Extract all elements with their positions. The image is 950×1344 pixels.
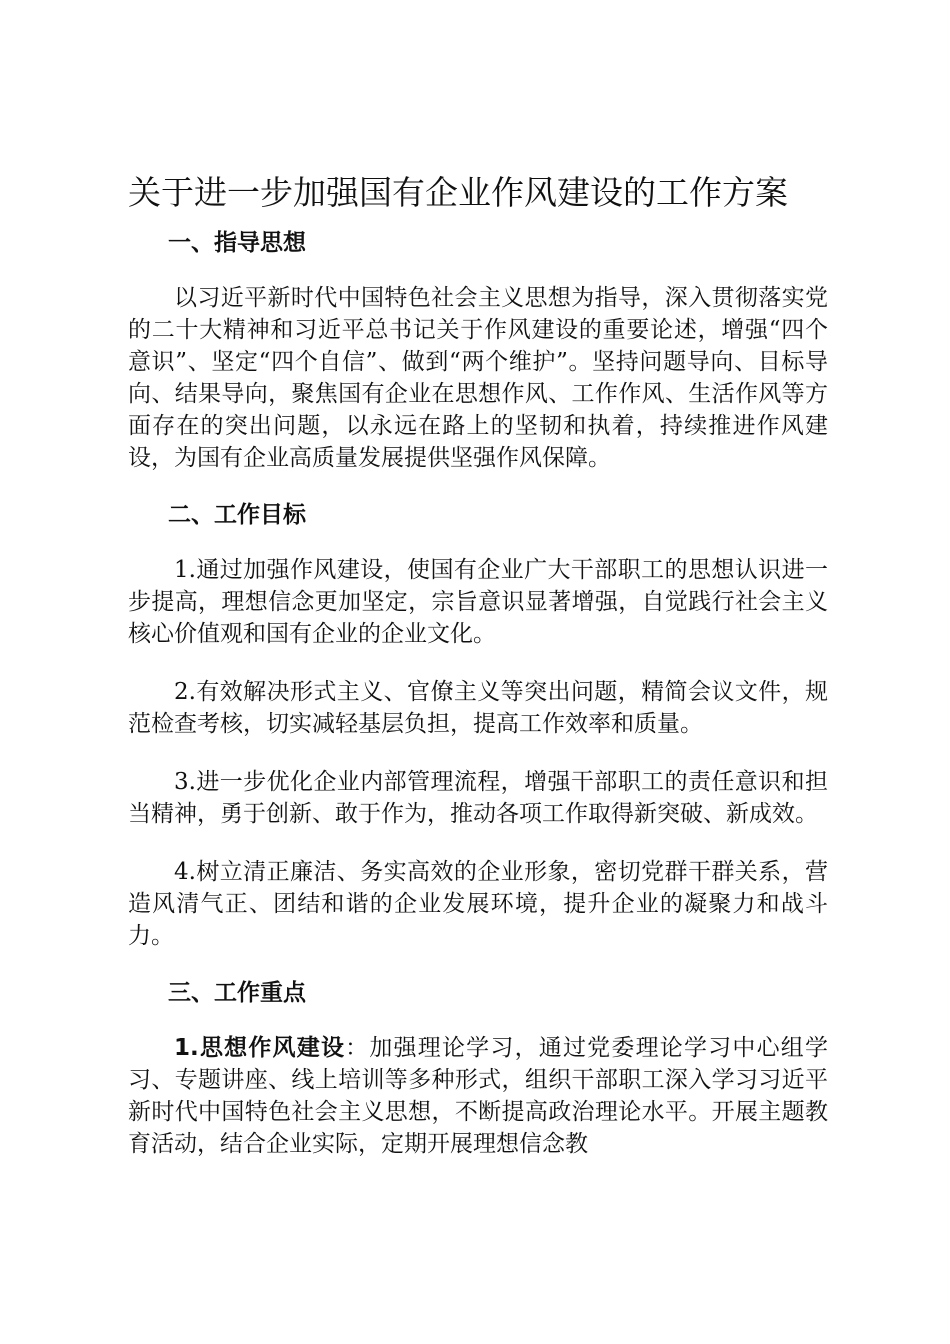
paragraph: 3.进一步优化企业内部管理流程，增强干部职工的责任意识和担当精神，勇于创新、敢于作为，推动各项工作取得新突破、新成效。 — [128, 769, 828, 827]
item-lead: 1.思想作风建设 — [174, 1035, 346, 1061]
section-work-focus — [128, 978, 828, 1160]
paragraph — [128, 1032, 828, 1160]
paragraph: 以习近平新时代中国特色社会主义思想为指导，深入贯彻落实党的二十大精神和习近平总书记关于作风建设的重要论述，增强“四个意识”、坚定“四个自信”、做到“两个维护”。坚持问题导向、目标导向、结果导向，聚焦国有企业在思想作风、工作作风、生活作风等方面存在的突出问题，以永远在路上的坚韧和执着，持续推进作风建设，为国有企业高质量发展提供坚强作风保障。 — [128, 285, 828, 471]
paragraph: 1.通过加强作风建设，使国有企业广大干部职工的思想认识进一步提高，理想信念更加坚定，宗旨意识显著增强，自觉践行社会主义核心价值观和国有企业的企业文化。 — [128, 557, 828, 647]
paragraph: 2.有效解决形式主义、官僚主义等突出问题，精简会议文件，规范检查考核，切实减轻基层负担，提高工作效率和质量。 — [128, 679, 828, 737]
document-title: 关于进一步加强国有企业作风建设的工作方案 — [128, 173, 788, 212]
section-heading: 二、工作目标 — [168, 502, 306, 528]
item-body: ：加强理论学习，通过党委理论学习中心组学习、专题讲座、线上培训等多种形式，组织干部职工深入学习习近平新时代中国特色社会主义思想，不断提高政治理论水平。开展主题教育活动，结合企业实际，定期开展理想信念教 — [128, 1035, 828, 1157]
section-heading: 三、工作重点 — [168, 980, 306, 1006]
section-heading: 一、指导思想 — [168, 230, 306, 256]
paragraph: 4.树立清正廉洁、务实高效的企业形象，密切党群干群关系，营造风清气正、团结和谐的企业发展环境，提升企业的凝聚力和战斗力。 — [128, 859, 828, 949]
section-work-goals — [128, 500, 828, 952]
section-guiding-ideology — [128, 228, 828, 474]
document-page — [128, 170, 828, 1186]
